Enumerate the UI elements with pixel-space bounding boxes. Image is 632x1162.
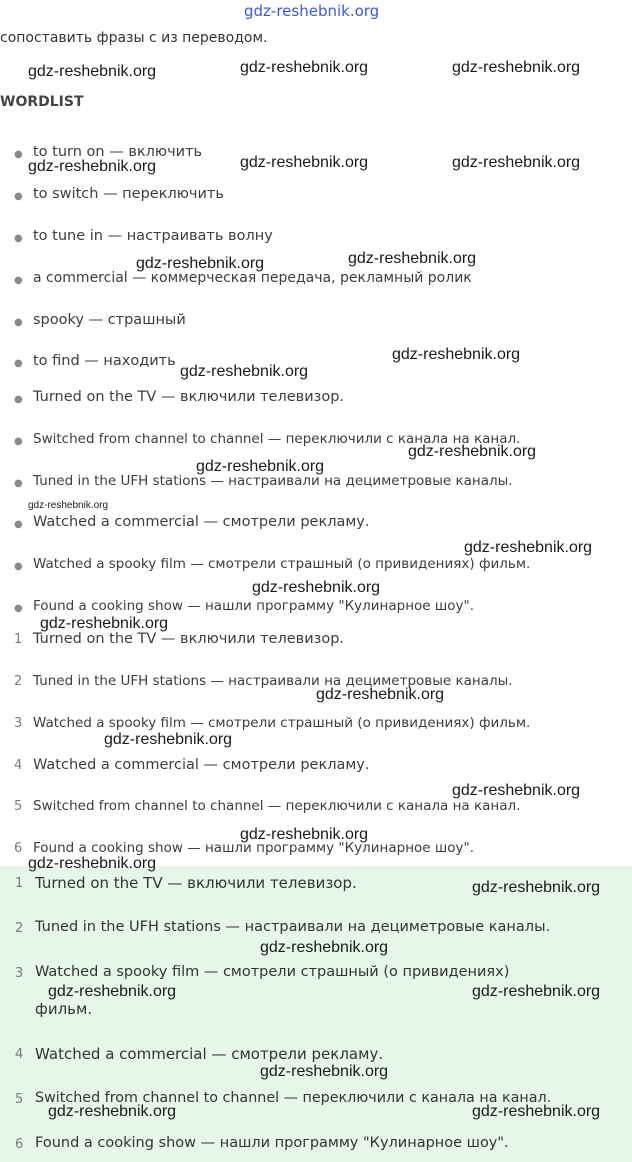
watermark: gdz-reshebnik.org bbox=[28, 500, 109, 511]
watermark: gdz-reshebnik.org bbox=[392, 346, 521, 363]
watermark: gdz-reshebnik.org bbox=[348, 250, 477, 267]
bullet-icon: ● bbox=[14, 436, 23, 447]
item-number: 5 bbox=[15, 1092, 24, 1107]
watermark: gdz-reshebnik.org bbox=[136, 255, 265, 272]
watermark: gdz-reshebnik.org bbox=[28, 855, 157, 872]
list-item: Watched a commercial — смотрели рекламу. bbox=[33, 514, 370, 530]
list-item: a commercial — коммерческая передача, рекламный ролик bbox=[33, 270, 472, 286]
bullet-icon: ● bbox=[14, 275, 23, 286]
watermark: gdz-reshebnik.org bbox=[196, 458, 325, 475]
watermark: gdz-reshebnik.org bbox=[28, 158, 157, 175]
item-number: 2 bbox=[14, 674, 23, 689]
watermark: gdz-reshebnik.org bbox=[240, 59, 369, 76]
watermark: gdz-reshebnik.org bbox=[408, 443, 537, 460]
bullet-icon: ● bbox=[14, 358, 23, 369]
item-number: 5 bbox=[14, 799, 23, 814]
bullet-icon: ● bbox=[14, 191, 23, 202]
watermark: gdz-reshebnik.org bbox=[260, 1063, 389, 1080]
watermark: gdz-reshebnik.org bbox=[240, 154, 369, 171]
item-number: 4 bbox=[15, 1047, 24, 1062]
bullet-icon: ● bbox=[14, 149, 23, 160]
instruction-text: сопоставить фразы с из переводом. bbox=[0, 30, 268, 46]
item-number: 3 bbox=[14, 716, 23, 731]
item-number: 2 bbox=[15, 921, 24, 936]
item-number: 1 bbox=[14, 632, 23, 647]
list-item-continuation: фильм. bbox=[35, 1000, 93, 1018]
list-item: Found a cooking show — нашли программу "Кулинарное шоу". bbox=[33, 840, 475, 856]
bullet-icon: ● bbox=[14, 317, 23, 328]
item-number: 1 bbox=[15, 876, 24, 891]
list-item: to find — находить bbox=[33, 353, 176, 369]
list-item: Turned on the TV — включили телевизор. bbox=[33, 631, 345, 647]
watermark: gdz-reshebnik.org bbox=[240, 826, 369, 843]
watermark: gdz-reshebnik.org bbox=[48, 983, 177, 1000]
watermark: gdz-reshebnik.org bbox=[452, 154, 581, 171]
bullet-icon: ● bbox=[14, 603, 23, 614]
list-item: Switched from channel to channel — переключили с канала на канал. bbox=[33, 798, 521, 814]
list-item: Watched a spooky film — смотрели страшный (о привидениях) bbox=[35, 964, 510, 980]
list-item: Watched a spooky film — смотрели страшный (о привидениях) фильм. bbox=[33, 556, 531, 572]
watermark: gdz-reshebnik.org bbox=[452, 782, 581, 799]
watermark: gdz-reshebnik.org bbox=[180, 363, 309, 380]
bullet-icon: ● bbox=[14, 478, 23, 489]
watermark: gdz-reshebnik.org bbox=[472, 983, 601, 1000]
watermark: gdz-reshebnik.org bbox=[252, 579, 381, 596]
watermark: gdz-reshebnik.org bbox=[260, 939, 389, 956]
watermark: gdz-reshebnik.org bbox=[472, 1103, 601, 1120]
list-item: Turned on the TV — включили телевизор. bbox=[35, 874, 357, 892]
list-item: to switch — переключить bbox=[33, 186, 224, 202]
item-number: 4 bbox=[14, 758, 23, 773]
list-item: Watched a commercial — смотрели рекламу. bbox=[35, 1045, 384, 1063]
list-item: Turned on the TV — включили телевизор. bbox=[33, 389, 345, 405]
list-item: Switched from channel to channel — переключили с канала на канал. bbox=[33, 431, 521, 447]
bullet-icon: ● bbox=[14, 519, 23, 530]
bullet-icon: ● bbox=[14, 233, 23, 244]
list-item: Tuned in the UFH stations — настраивали на дециметровые каналы. bbox=[33, 473, 513, 489]
bullet-icon: ● bbox=[14, 561, 23, 572]
watermark: gdz-reshebnik.org bbox=[316, 686, 445, 703]
list-item: to tune in — настраивать волну bbox=[33, 228, 273, 244]
top-watermark: gdz-reshebnik.org bbox=[244, 2, 380, 20]
item-number: 6 bbox=[14, 841, 23, 856]
watermark: gdz-reshebnik.org bbox=[48, 1103, 177, 1120]
wordlist-heading: WORDLIST bbox=[0, 94, 84, 110]
list-item: Tuned in the UFH stations — настраивали на дециметровые каналы. bbox=[33, 673, 513, 689]
list-item: Watched a commercial — смотрели рекламу. bbox=[33, 757, 370, 773]
list-item: Watched a spooky film — смотрели страшный (о привидениях) фильм. bbox=[33, 715, 531, 731]
watermark: gdz-reshebnik.org bbox=[452, 59, 581, 76]
item-number: 6 bbox=[15, 1137, 24, 1152]
list-item: Found a cooking show — нашли программу "Кулинарное шоу". bbox=[33, 598, 475, 614]
watermark: gdz-reshebnik.org bbox=[40, 615, 169, 632]
watermark: gdz-reshebnik.org bbox=[28, 63, 157, 80]
item-number: 3 bbox=[15, 966, 24, 981]
bullet-icon: ● bbox=[14, 394, 23, 405]
list-item: spooky — страшный bbox=[33, 312, 186, 328]
list-item: Tuned in the UFH stations — настраивали на дециметровые каналы. bbox=[35, 919, 551, 935]
list-item: Switched from channel to channel — переключили с канала на канал. bbox=[35, 1090, 552, 1106]
watermark: gdz-reshebnik.org bbox=[464, 539, 593, 556]
list-item: Found a cooking show — нашли программу "Кулинарное шоу". bbox=[35, 1135, 509, 1151]
watermark: gdz-reshebnik.org bbox=[472, 879, 601, 896]
watermark: gdz-reshebnik.org bbox=[104, 731, 233, 748]
list-item: to turn on — включить bbox=[33, 144, 203, 160]
